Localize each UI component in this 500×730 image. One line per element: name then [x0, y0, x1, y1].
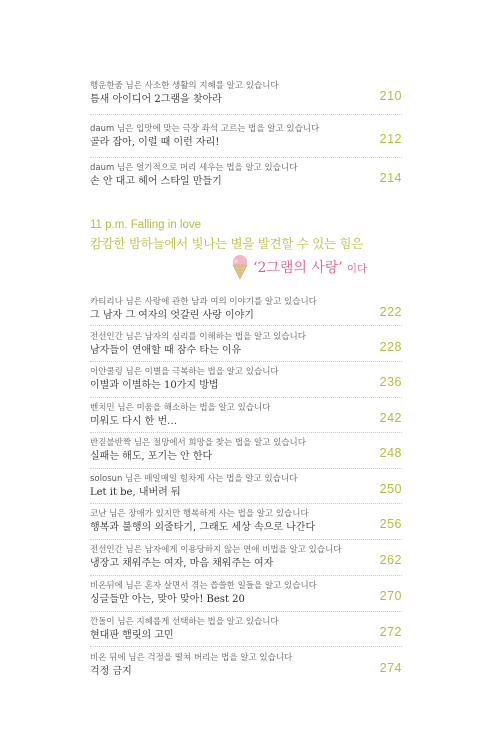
ice-cream-cone-icon [228, 254, 252, 280]
entry-page-number: 212 [379, 132, 402, 146]
toc-entry[interactable] [90, 544, 402, 571]
divider [90, 432, 402, 433]
toc-entry[interactable] [90, 402, 402, 429]
entry-title: 미워도 다시 한 번… [90, 416, 178, 427]
divider [90, 646, 402, 647]
entry-title: 그 남자 그 여자의 엇갈린 사랑 이야기 [90, 310, 254, 321]
entry-page-number: 270 [379, 589, 402, 603]
entry-author-line: 깐돌이 님은 지혜롭게 선택하는 법을 알고 있습니다 [90, 617, 279, 627]
entry-author-line: 카티리나 님은 사랑에 관한 남과 여의 이야기를 알고 있습니다 [90, 297, 317, 307]
entry-author-line: 행운한줌 님은 사소한 생활의 지혜를 알고 있습니다 [90, 81, 279, 91]
entry-title: 걱정 금지 [90, 666, 132, 677]
entry-author-line: 벤치민 님은 미움을 해소하는 법을 알고 있습니다 [90, 403, 271, 413]
entry-page-number: 228 [379, 340, 402, 354]
entry-title: 틈새 아이디어 2그램을 찾아라 [90, 94, 222, 105]
toc-entry[interactable] [90, 80, 402, 107]
entry-title: 실패는 해도, 포기는 안 한다 [90, 451, 213, 462]
toc-entry[interactable] [90, 652, 402, 679]
divider [90, 539, 402, 540]
divider [90, 575, 402, 576]
divider [90, 325, 402, 326]
entry-author-line: 비온 뒤에 님은 걱정을 떨쳐 버리는 법을 알고 있습니다 [90, 653, 293, 663]
entry-title: 싱글들만 아는, 맞아 맞아! Best 20 [90, 594, 245, 605]
toc-entry[interactable] [90, 616, 402, 643]
entry-page-number: 256 [379, 517, 402, 531]
divider [90, 611, 402, 612]
entry-page-number: 236 [379, 375, 402, 389]
entry-author-line: daum 님은 입맛에 맞는 극장 좌석 고르는 법을 알고 있습니다 [90, 124, 320, 134]
section-title: 캄캄한 밤하늘에서 빛나는 별을 발견할 수 있는 힘은 [90, 236, 363, 251]
entry-author-line: 코난 님은 장애가 있지만 행복하게 사는 법을 알고 있습니다 [90, 509, 309, 519]
divider [90, 503, 402, 504]
divider [90, 114, 402, 115]
entry-title: 골라 잡아, 이럴 때 이런 자리! [90, 137, 220, 148]
entry-title: 남자들이 연애할 때 잠수 타는 이유 [90, 345, 242, 356]
toc-entry[interactable] [90, 580, 402, 607]
divider [90, 468, 402, 469]
divider [90, 397, 402, 398]
section-suffix: 이다 [346, 263, 368, 275]
entry-page-number: 274 [379, 661, 402, 675]
entry-author-line: daum 님은 얼기적으로 머리 세우는 법을 알고 있습니다 [90, 163, 298, 173]
entry-page-number: 262 [379, 553, 402, 567]
entry-page-number: 248 [379, 446, 402, 460]
divider [90, 157, 402, 158]
entry-title: 손 안 대고 헤어 스타일 만들기 [90, 176, 222, 187]
section-highlight: ‘2그램의 사랑’ [253, 260, 343, 276]
entry-page-number: 222 [379, 305, 402, 319]
toc-entry[interactable] [90, 331, 402, 358]
entry-title: 냉장고 채워주는 여자, 마음 채워주는 여자 [90, 558, 274, 569]
entry-title: 행복과 불행의 외줄타기, 그래도 세상 속으로 나간다 [90, 522, 316, 533]
entry-author-line: solosun 님은 매일매일 힘차게 사는 법을 알고 있습니다 [90, 474, 298, 484]
entry-author-line: 비온뒤에 님은 혼자 살면서 겪는 씁쓸한 일들을 알고 있습니다 [90, 581, 317, 591]
entry-author-line: 반짇불반짝 님은 절망에서 희망을 찾는 법을 알고 있습니다 [90, 438, 306, 448]
entry-author-line: 이안쿨링 님은 이별을 극복하는 법을 알고 있습니다 [90, 367, 279, 377]
toc-entry[interactable] [90, 473, 402, 500]
entry-title: 이별과 이별하는 10가지 방법 [90, 380, 219, 391]
entry-author-line: 전선인간 님은 남자에게 이용당하지 않는 연애 비법을 알고 있습니다 [90, 545, 342, 555]
toc-entry[interactable] [90, 162, 402, 189]
toc-entry[interactable] [90, 508, 402, 535]
entry-page-number: 242 [379, 411, 402, 425]
toc-entry[interactable] [90, 437, 402, 464]
entry-title: Let it be, 내버려 둬 [90, 487, 181, 498]
entry-page-number: 272 [379, 625, 402, 639]
divider [90, 361, 402, 362]
toc-entry[interactable] [90, 296, 402, 323]
entry-author-line: 전선인간 님은 남자의 심리를 이해하는 법을 알고 있습니다 [90, 332, 306, 342]
entry-page-number: 214 [379, 171, 402, 185]
entry-page-number: 250 [379, 482, 402, 496]
section-label: 11 p.m. Falling in love [90, 219, 202, 231]
entry-page-number: 210 [379, 89, 402, 103]
section-tagline [253, 257, 367, 277]
toc-entry[interactable] [90, 123, 402, 150]
toc-entry[interactable] [90, 366, 402, 393]
entry-title: 현대판 햄릿의 고민 [90, 630, 174, 641]
